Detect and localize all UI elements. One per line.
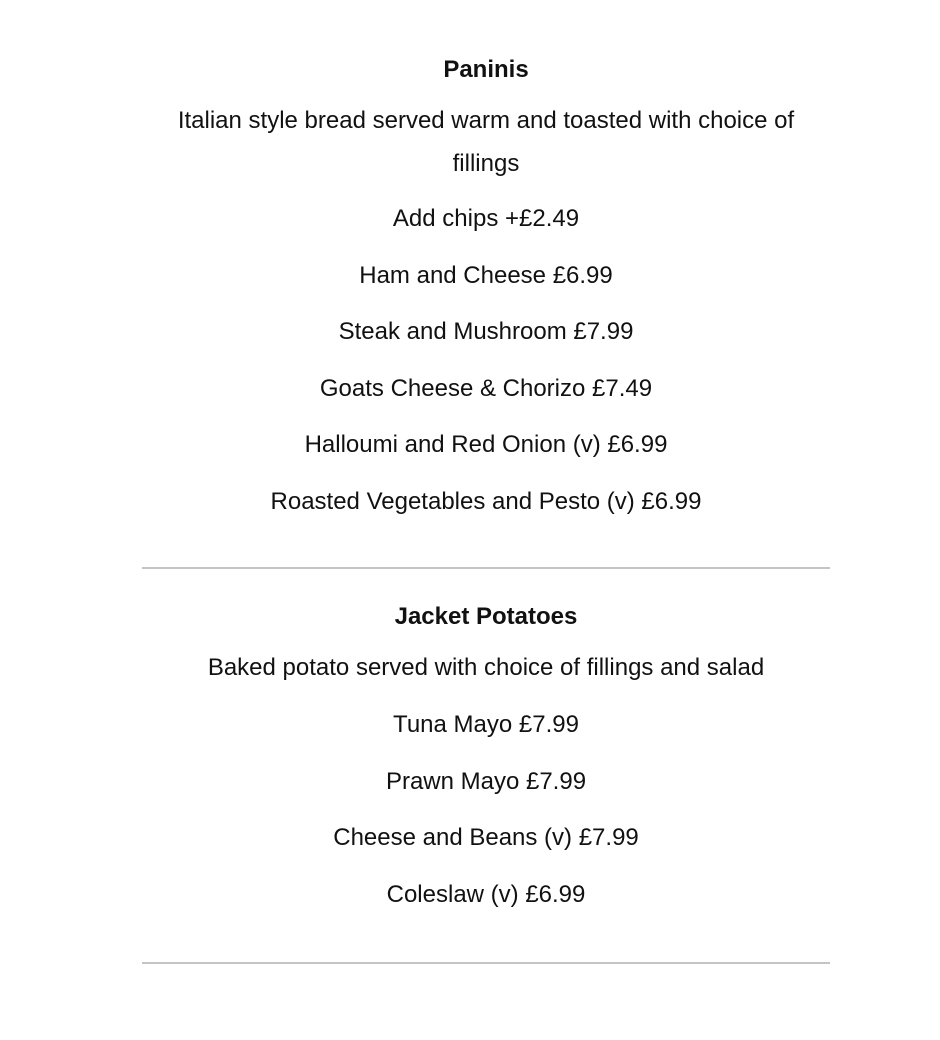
menu-item: Goats Cheese & Chorizo £7.49	[319, 374, 653, 402]
menu-item: Prawn Mayo £7.99	[385, 767, 587, 795]
menu-item: Add chips +£2.49	[392, 205, 580, 232]
menu-section-jacket-potatoes	[142, 569, 830, 916]
section-description: Baked potato served with choice of fillings and salad	[207, 653, 765, 681]
menu-item: Steak and Mushroom £7.99	[338, 318, 634, 346]
menu-item-list	[142, 197, 830, 523]
menu-item: Coleslaw (v) £6.99	[386, 880, 586, 908]
menu-item: Ham and Cheese £6.99	[359, 261, 613, 289]
menu	[142, 0, 830, 964]
menu-item: Cheese and Beans (v) £7.99	[333, 824, 639, 852]
menu-item: Tuna Mayo £7.99	[393, 710, 579, 738]
menu-item: Roasted Vegetables and Pesto (v) £6.99	[270, 487, 702, 515]
section-title: Paninis	[443, 56, 529, 83]
section-description: Italian style bread served warm and toasted with choice of fillings	[177, 107, 795, 177]
menu-item-list	[142, 703, 830, 916]
menu-item: Halloumi and Red Onion (v) £6.99	[304, 431, 668, 459]
section-title: Jacket Potatoes	[394, 602, 578, 630]
menu-section-paninis	[142, 0, 830, 523]
section-divider	[142, 962, 830, 964]
